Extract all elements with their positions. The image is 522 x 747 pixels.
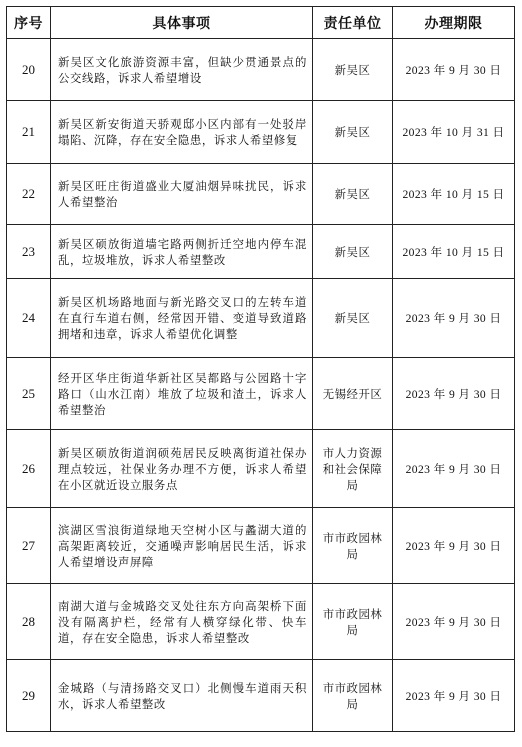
header-deadline: 办理期限 [393, 7, 515, 39]
row-serial-number: 25 [7, 358, 51, 430]
row-responsible-unit: 新吴区 [313, 101, 393, 164]
row-responsible-unit: 新吴区 [313, 225, 393, 279]
row-responsible-unit: 市市政园林局 [313, 584, 393, 660]
table-row [7, 225, 515, 279]
row-deadline: 2023 年 10 月 15 日 [393, 225, 515, 279]
row-matter: 南湖大道与金城路交叉处往东方向高架桥下面没有隔离护栏，经常有人横穿绿化带、快车道，存在安全隐患，诉求人希望整改 [51, 584, 313, 660]
row-deadline: 2023 年 9 月 30 日 [393, 358, 515, 430]
row-matter: 新吴区硕放街道润硕苑居民反映离街道社保办理点较远，社保业务办理不方便，诉求人希望在小区就近设立服务点 [51, 430, 313, 508]
row-deadline: 2023 年 9 月 30 日 [393, 508, 515, 584]
row-matter: 新吴区新安街道天骄观邸小区内部有一处驳岸塌陷、沉降，存在安全隐患，诉求人希望修复 [51, 101, 313, 164]
row-responsible-unit: 新吴区 [313, 164, 393, 225]
table-row [7, 358, 515, 430]
row-matter: 金城路（与清扬路交叉口）北侧慢车道雨天积水，诉求人希望整改 [51, 660, 313, 732]
row-deadline: 2023 年 9 月 30 日 [393, 584, 515, 660]
row-responsible-unit: 市市政园林局 [313, 508, 393, 584]
row-responsible-unit: 新吴区 [313, 39, 393, 101]
table-row [7, 584, 515, 660]
row-matter: 新吴区硕放街道墙宅路两侧折迁空地内停车混乱，垃圾堆放，诉求人希望整改 [51, 225, 313, 279]
row-responsible-unit: 市市政园林局 [313, 660, 393, 732]
row-deadline: 2023 年 9 月 30 日 [393, 279, 515, 358]
row-serial-number: 21 [7, 101, 51, 164]
table-row [7, 430, 515, 508]
header-serial-number: 序号 [7, 7, 51, 39]
header-specific-matter: 具体事项 [51, 7, 313, 39]
row-deadline: 2023 年 9 月 30 日 [393, 430, 515, 508]
table-row [7, 279, 515, 358]
row-serial-number: 24 [7, 279, 51, 358]
row-serial-number: 20 [7, 39, 51, 101]
row-serial-number: 27 [7, 508, 51, 584]
table-row [7, 660, 515, 732]
row-deadline: 2023 年 9 月 30 日 [393, 660, 515, 732]
row-serial-number: 26 [7, 430, 51, 508]
row-deadline: 2023 年 10 月 31 日 [393, 101, 515, 164]
row-responsible-unit: 新吴区 [313, 279, 393, 358]
table-row [7, 101, 515, 164]
issues-table [6, 6, 515, 732]
table-row [7, 508, 515, 584]
header-responsible-unit: 责任单位 [313, 7, 393, 39]
table-row [7, 39, 515, 101]
row-serial-number: 28 [7, 584, 51, 660]
row-matter: 新吴区旺庄街道盛业大厦油烟异味扰民，诉求人希望整治 [51, 164, 313, 225]
row-responsible-unit: 无锡经开区 [313, 358, 393, 430]
row-deadline: 2023 年 10 月 15 日 [393, 164, 515, 225]
table-header-row [7, 7, 515, 39]
table-row [7, 164, 515, 225]
row-matter: 经开区华庄街道华新社区吴都路与公园路十字路口（山水江南）堆放了垃圾和渣土，诉求人希望整治 [51, 358, 313, 430]
row-serial-number: 29 [7, 660, 51, 732]
row-matter: 新吴区机场路地面与新光路交叉口的左转车道在直行车道右侧，经常因开错、变道导致道路拥堵和违章，诉求人希望优化调整 [51, 279, 313, 358]
row-matter: 新吴区文化旅游资源丰富，但缺少贯通景点的公交线路，诉求人希望增设 [51, 39, 313, 101]
row-serial-number: 22 [7, 164, 51, 225]
row-matter: 滨湖区雪浪街道绿地天空树小区与蠡湖大道的高架距离较近，交通噪声影响居民生活，诉求人希望增设声屏障 [51, 508, 313, 584]
row-deadline: 2023 年 9 月 30 日 [393, 39, 515, 101]
row-serial-number: 23 [7, 225, 51, 279]
row-responsible-unit: 市人力资源和社会保障局 [313, 430, 393, 508]
document-sheet [6, 6, 515, 732]
